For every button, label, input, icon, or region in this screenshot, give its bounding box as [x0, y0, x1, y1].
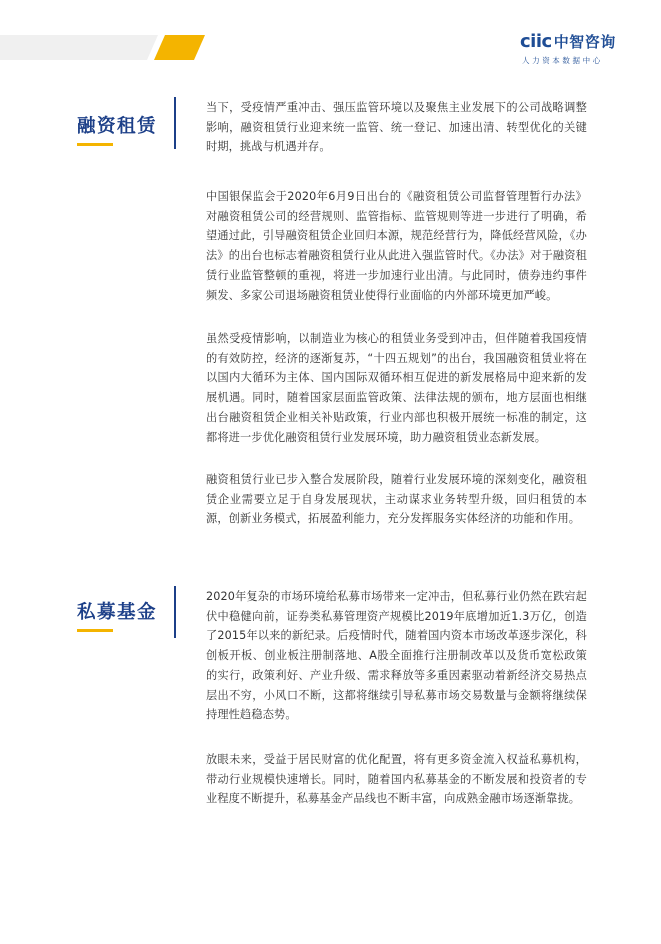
paragraph: 融资租赁行业已步入整合发展阶段，随着行业发展环境的深刻变化，融资租赁企业需要立足于自身发展现状，主动谋求业务转型升级，回归租赁的本源，创新业务模式，拓展盈利能力，充分发挥服务实体经济的功能和作用。: [206, 473, 587, 526]
paragraph: 虽然受疫情影响，以制造业为核心的租赁业务受到冲击，但伴随着我国疫情的有效防控，经济的逐渐复苏，“十四五规划”的出台，我国融资租赁业将在以国内大循环为主体、国内国际双循环相互促进的新发展格局中迎来新的发展机遇。同时，随着国家层面监管政策、法律法规的颁布，地方层面也相继出台融资租赁企业相关补贴政策，行业内部也积极开展统一标准的制定，这都将进一步优化融资租赁行业发展环境，助力融资租赁业态新发展。: [206, 332, 587, 444]
section-divider-line: [174, 586, 176, 638]
section-title-text: 私募基金: [77, 602, 158, 623]
paragraph: 当下，受疫情严重冲击、强压监管环境以及聚焦主业发展下的公司战略调整影响，融资租赁行业迎来统一监管、统一登记、加速出清、转型优化的关键时期，挑战与机遇并存。: [206, 101, 587, 154]
section-divider-line: [174, 97, 176, 149]
title-underline: [77, 629, 113, 632]
section-title-private-equity: [77, 598, 157, 624]
company-logo: [520, 31, 630, 69]
paragraph: 2020年复杂的市场环境给私募市场带来一定冲击，但私募行业仍然在跌宕起伏中稳健向前，证券类私募管理资产规模比2019年底增加近1.3万亿，创造了2015年以来的新纪录。后疫情时代，随着国内资本市场改革逐步深化，科创板开板、创业板注册制落地、A股全面推行注册制改革以及货币宽松政策的实行，政策利好、产业升级、需求释放等多重因素驱动着新经济交易热点层出不穷，小风口不断，这都将继续引导私募市场交易数量与金额将继续保持理性趋稳态势。: [206, 590, 587, 722]
title-underline: [77, 143, 113, 146]
header-band: [0, 35, 320, 60]
logo-mark: ciic: [520, 31, 552, 52]
header-band-yellow: [154, 35, 205, 60]
logo-name: 中智咨询: [553, 33, 616, 51]
section-title-leasing: [77, 112, 157, 138]
section-title-text: 融资租赁: [77, 116, 158, 137]
header-band-gray: [0, 35, 158, 60]
paragraph: 中国银保监会于2020年6月9日出台的《融资租赁公司监督管理暂行办法》对融资租赁公司的经营规则、监管指标、监管规则等进一步进行了明确，希望通过此，引导融资租赁企业回归本源，规范经营行为，降低经营风险，《办法》的出台也标志着融资租赁行业从此进入强监管时代。《办法》对于融资租赁行业监管整顿的重视，将进一步加速行业出清。与此同时，债券违约事件频发、多家公司退场融资租赁业使得行业面临的内外部环境更加严峻。: [206, 190, 587, 302]
paragraph: 放眼未来，受益于居民财富的优化配置，将有更多资金流入权益私募机构，带动行业规模快速增长。同时，随着国内私募基金的不断发展和投资者的专业程度不断提升，私募基金产品线也不断丰富，向成熟金融市场逐渐靠拢。: [206, 753, 587, 806]
logo-tagline: 人力资本数据中心: [522, 56, 603, 65]
